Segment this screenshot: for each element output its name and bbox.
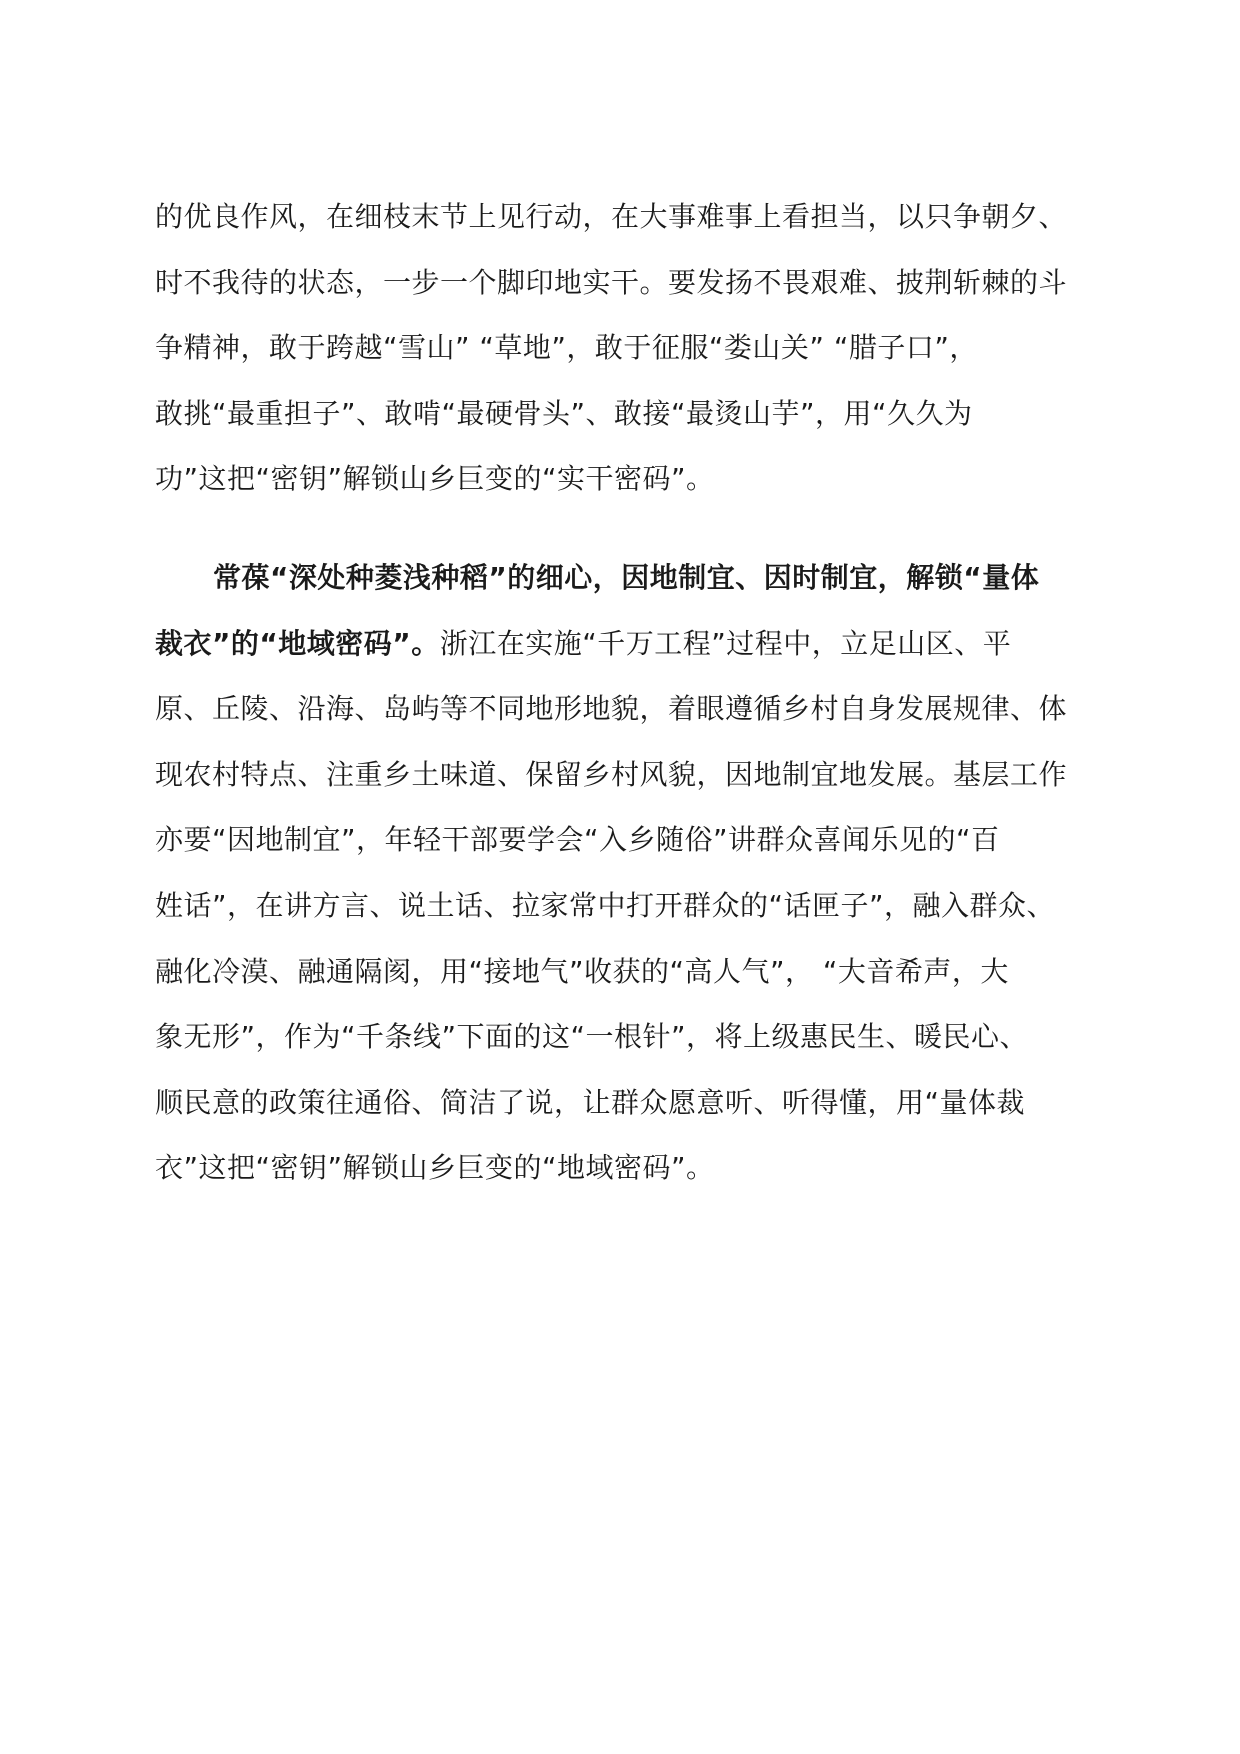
paragraph-1-line: 功”这把“密钥”解锁山乡巨变的“实干密码”。 (155, 462, 715, 496)
paragraph-2-line: 姓话”，在讲方言、说土话、拉家常中打开群众的“话匣子”，融入群众、 (155, 888, 1056, 922)
document-page (155, 184, 1099, 1201)
paragraph-2-line: 顺民意的政策往通俗、简洁了说，让群众愿意听、听得懂，用“量体裁 (155, 1085, 1026, 1119)
paragraph-2-line: 原、丘陵、沿海、岛屿等不同地形地貌，着眼遵循乡村自身发展规律、体 (155, 692, 1068, 726)
paragraph-2 (155, 545, 1099, 1201)
paragraph-2-line: 融化冷漠、融通隔阂，用“接地气”收获的“高人气”， “大音希声，大 (155, 954, 1009, 988)
paragraph-2-text: 浙江在实施“千万工程”过程中，立足山区、平 (439, 626, 1012, 660)
paragraph-1-line: 争精神，敢于跨越“雪山” “草地”，敢于征服“娄山关” “腊子口”， (155, 331, 978, 365)
paragraph-2-heading-end: 裁衣”的“地域密码”。 (155, 626, 440, 660)
paragraph-2-line: 亦要“因地制宜”，年轻干部要学会“入乡随俗”讲群众喜闻乐见的“百 (155, 823, 1000, 857)
paragraph-2-line (155, 545, 1099, 611)
paragraph-2-line (155, 611, 1099, 677)
paragraph-2-line: 衣”这把“密钥”解锁山乡巨变的“地域密码”。 (155, 1151, 715, 1185)
paragraph-1 (155, 184, 1099, 512)
paragraph-1-line: 时不我待的状态，一步一个脚印地实干。要发扬不畏艰难、披荆斩棘的斗 (155, 265, 1068, 299)
paragraph-2-heading: 常葆“深处种菱浅种稻”的细心，因地制宜、因时制宜，解锁“量体 (213, 560, 1040, 594)
paragraph-1-line: 敢挑“最重担子”、敢啃“最硬骨头”、敢接“最烫山芋”，用“久久为 (155, 396, 973, 430)
paragraph-1-line: 的优良作风，在细枝末节上见行动，在大事难事上看担当，以只争朝夕、 (155, 200, 1068, 233)
paragraph-2-line: 现农村特点、注重乡土味道、保留乡村风貌，因地制宜地发展。基层工作 (155, 757, 1068, 791)
paragraph-2-line: 象无形”，作为“千条线”下面的这“一根针”，将上级惠民生、暖民心、 (155, 1020, 1029, 1054)
